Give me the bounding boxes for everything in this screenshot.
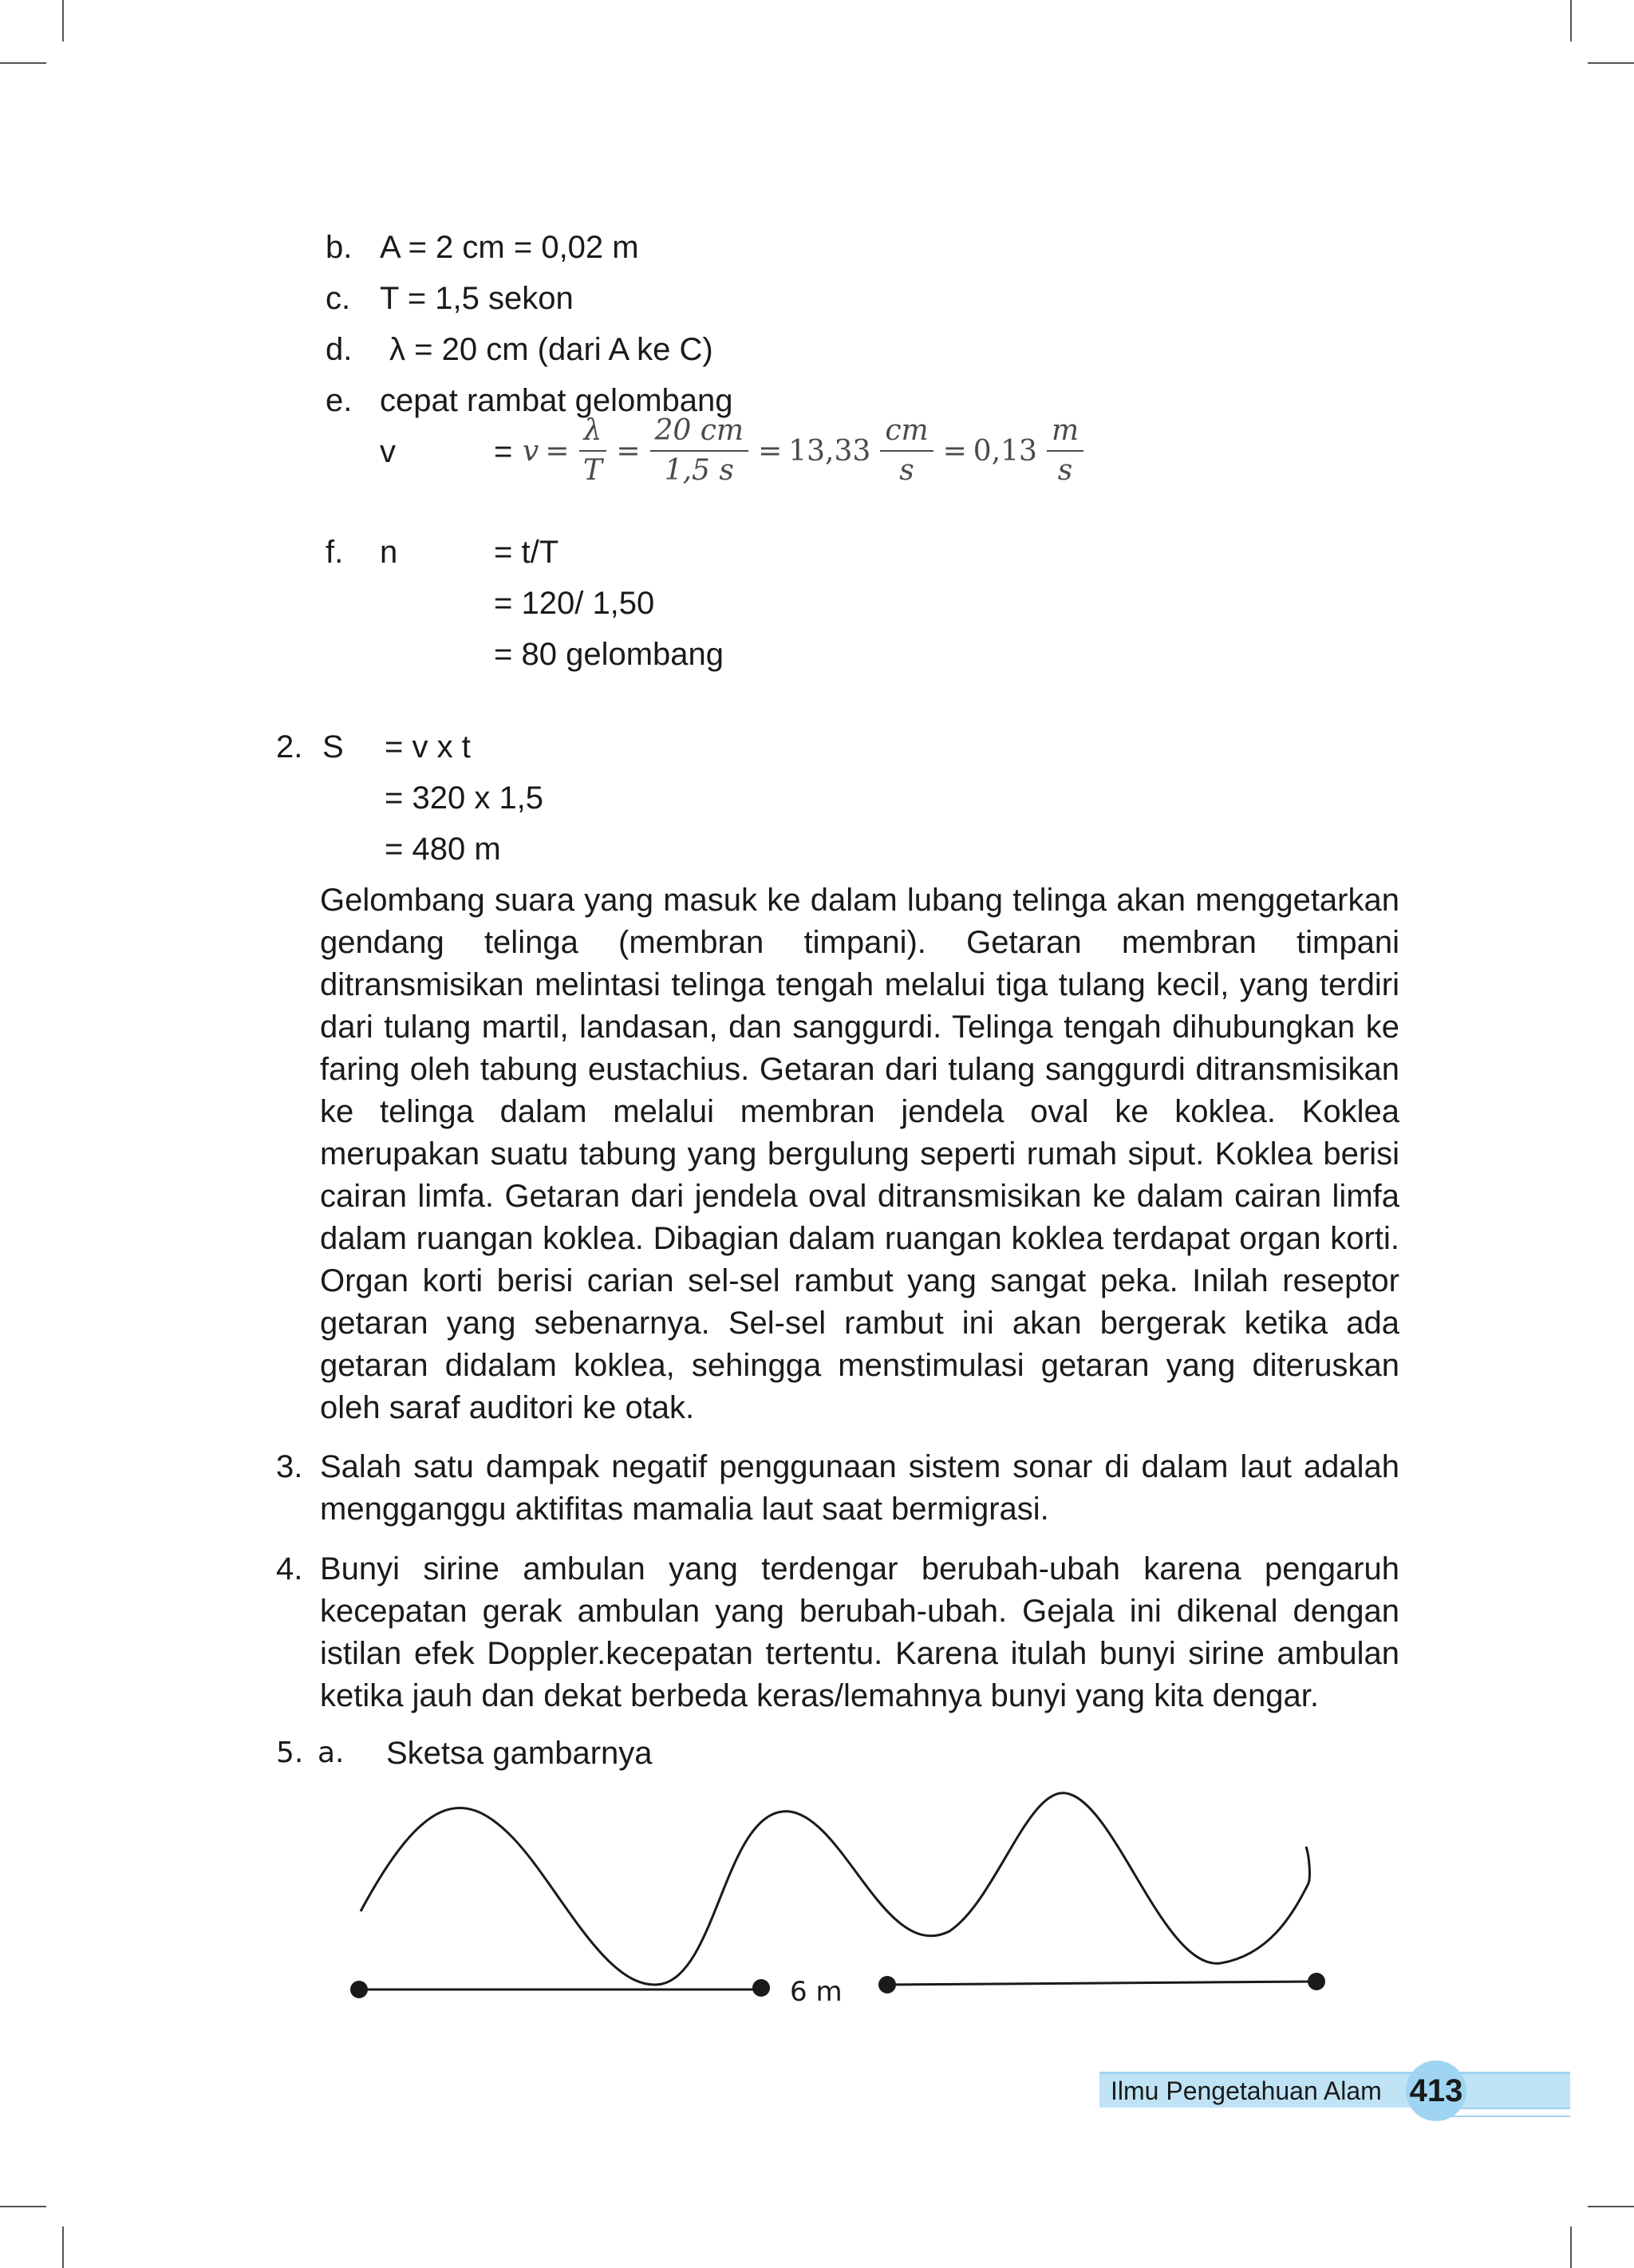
distance-line-right xyxy=(887,1982,1316,1985)
endpoint-dot xyxy=(878,1976,896,1993)
formula-value-2: 0,13 xyxy=(973,434,1037,468)
q4-text: Bunyi sirine ambulan yang terdengar berubah-ubah karena pengaruh kecepatan gerak ambulan yang berubah-ubah. Gejala ini dikenal dengan istilan efek Doppler.kecepatan tertentu. Karena itulah bunyi sirine ambulan ketika jauh dan dekat berbeda keras/lemahnya bunyi yang kita dengar. xyxy=(320,1551,1399,1713)
q2-line-2: = 320 x 1,5 xyxy=(385,780,544,816)
item-d-label: d. xyxy=(326,332,353,367)
formula-numerator: 20 cm xyxy=(650,415,749,452)
q2-number: 2. xyxy=(276,729,303,765)
endpoint-dot xyxy=(350,1981,368,1998)
formula-eq: = xyxy=(942,434,967,468)
wave-curve xyxy=(361,1793,1309,1985)
distance-label: 6 m xyxy=(790,1976,843,2008)
q2-line-3: = 480 m xyxy=(385,832,501,867)
formula-eq: = xyxy=(545,434,570,468)
formula-eq: = xyxy=(758,434,783,468)
item-e-label: e. xyxy=(326,383,353,418)
item-f-line-2: = 120/ 1,50 xyxy=(494,586,655,621)
q4-number: 4. xyxy=(276,1551,303,1586)
formula-t: T xyxy=(582,454,602,487)
q2-paragraph: Gelombang suara yang masuk ke dalam lubang telinga akan menggetarkan gendang telinga (membran timpani). Getaran membran timpani ditransmisikan melintasi telinga tengah melalui tiga tulang kecil, yang terdiri dari tulang martil, landasan, dan sanggurdi. Telinga tengah dihubungkan ke faring oleh tabung eustachius. Getaran dari tulang sanggurdi ditransmisikan ke telinga dalam melalui membran jendela oval ke koklea. Koklea merupakan suatu tabung yang bergulung seperti rumah siput. Koklea berisi cairan limfa. Getaran dari jendela oval ditransmisikan ke dalam cairan limfa dalam ruangan koklea. Dibagian dalam ruangan koklea terdapat organ korti. Organ korti berisi carian sel-sel rambut yang sangat peka. Inilah reseptor getaran yang sebenarnya. Sel-sel rambut ini akan bergerak ketika ada getaran didalam koklea, sehingga menstimulasi getaran yang diteruskan oleh saraf auditori ke otak. xyxy=(320,883,1399,1425)
q2-var: S xyxy=(322,729,344,765)
item-b-label: b. xyxy=(326,230,353,265)
q3-number: 3. xyxy=(276,1449,303,1484)
endpoint-dot xyxy=(752,1979,770,1997)
item-f-line-3: = 80 gelombang xyxy=(494,637,724,672)
item-d-text: λ = 20 cm (dari A ke C) xyxy=(389,332,713,367)
item-f-label: f. xyxy=(326,535,344,570)
formula-unit-m: m xyxy=(1047,415,1083,452)
item-e-text: cepat rambat gelombang xyxy=(380,383,733,418)
formula-eq: = xyxy=(616,434,641,468)
q5-sub-label: a. xyxy=(318,1737,345,1769)
formula-v: v xyxy=(523,434,539,468)
item-e-eq: = xyxy=(494,434,513,469)
item-c-text: T = 1,5 sekon xyxy=(380,281,574,316)
formula-unit-cm: cm xyxy=(880,415,933,452)
item-f-var: n xyxy=(380,535,398,570)
footer-title: Ilmu Pengetahuan Alam xyxy=(1111,2076,1382,2105)
item-f-line-1: = t/T xyxy=(494,535,559,570)
q2-line-1: = v x t xyxy=(385,729,471,765)
q5-number: 5. xyxy=(276,1737,304,1769)
formula-value-1: 13,33 xyxy=(788,434,871,468)
item-e-var: v xyxy=(380,434,396,469)
page-number: 413 xyxy=(1406,2061,1466,2121)
q5-text: Sketsa gambarnya xyxy=(386,1736,653,1771)
item-c-label: c. xyxy=(326,281,351,316)
formula-lambda: λ xyxy=(579,415,607,452)
formula-unit-s: s xyxy=(899,454,914,487)
endpoint-dot xyxy=(1308,1973,1325,1990)
q3-text: Salah satu dampak negatif penggunaan sistem sonar di dalam laut adalah mengganggu aktifitas mamalia laut saat bermigrasi. xyxy=(320,1449,1399,1527)
item-b-text: A = 2 cm = 0,02 m xyxy=(380,230,639,265)
formula-unit-s: s xyxy=(1057,454,1073,487)
formula-denominator: 1,5 s xyxy=(664,454,734,487)
